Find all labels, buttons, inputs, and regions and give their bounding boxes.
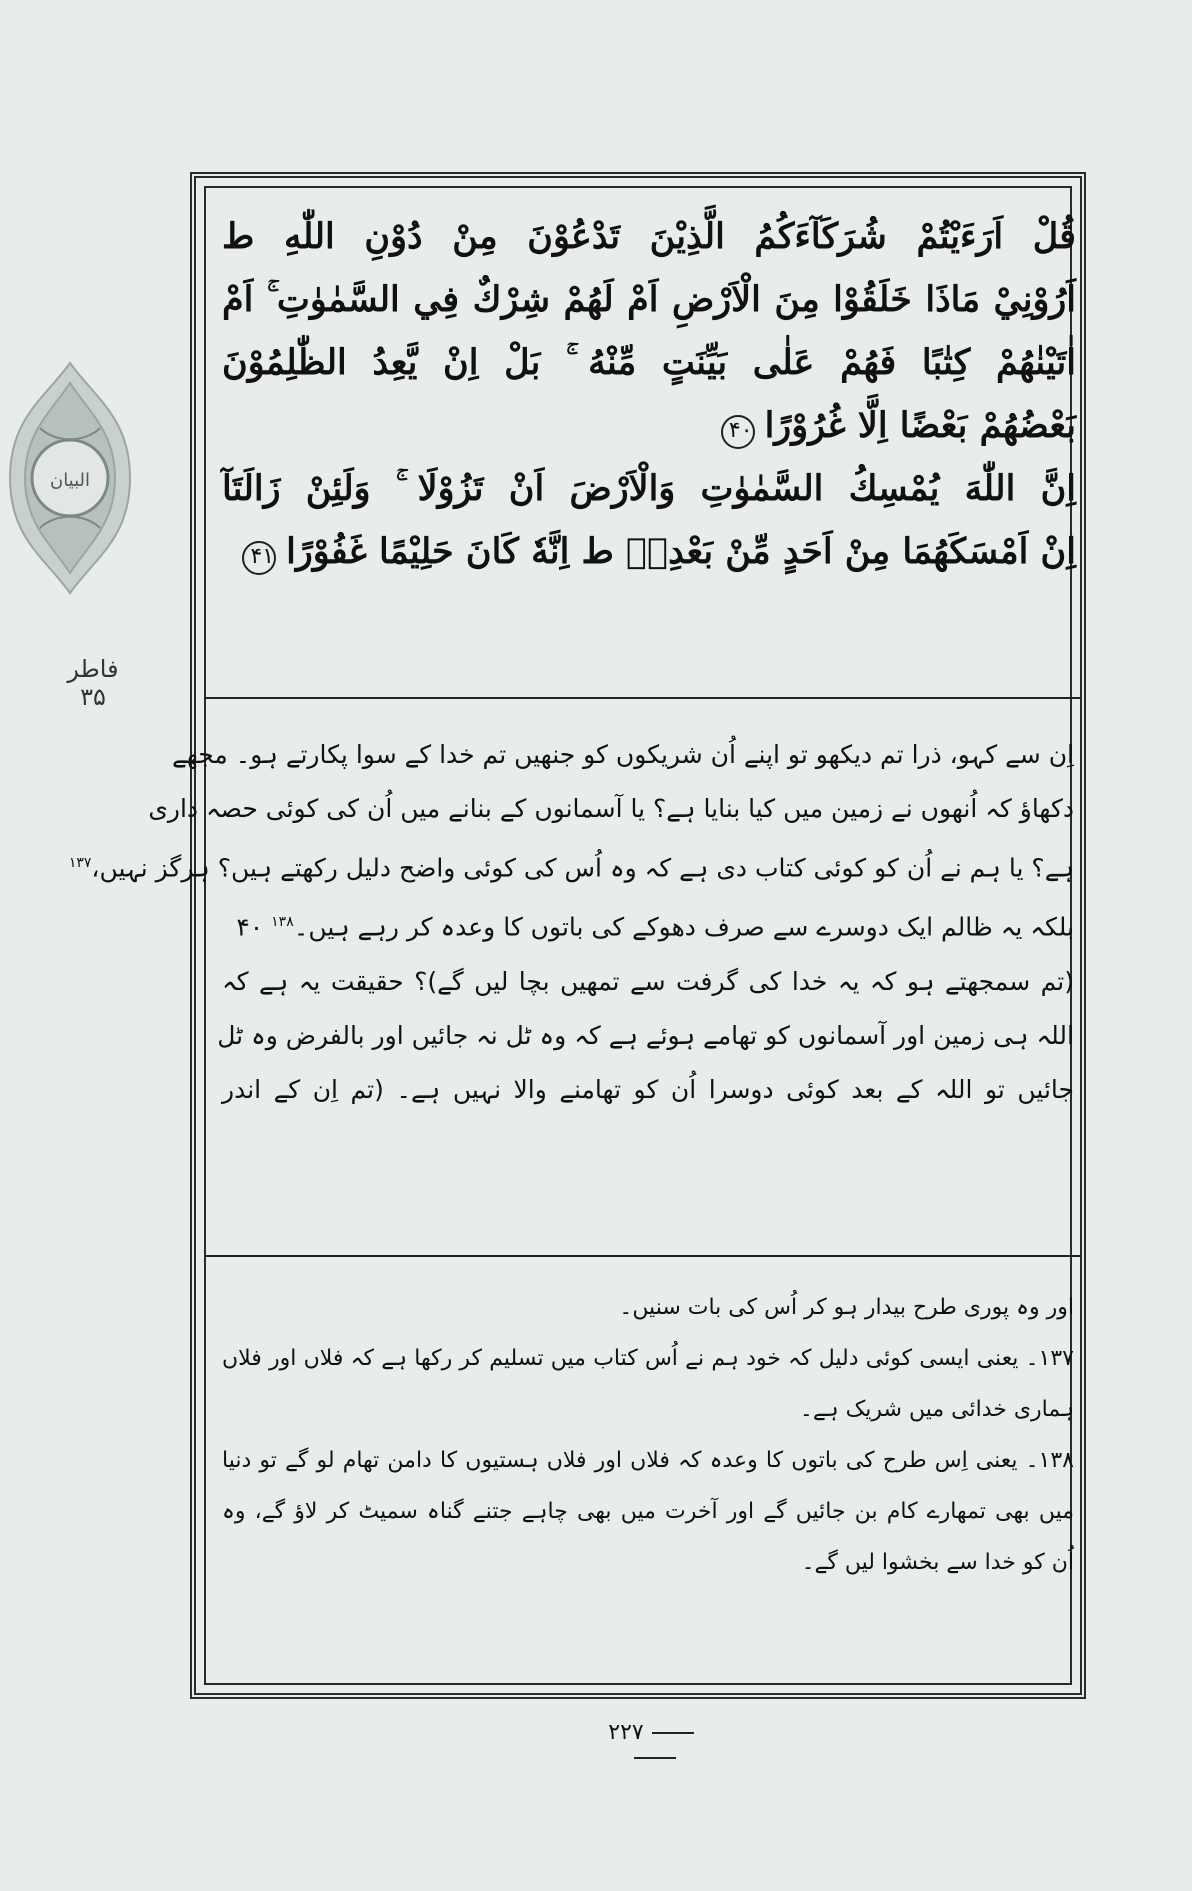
verse-line: قُلْ اَرَءَيْتُمْ شُرَكَآءَكُمُ الَّذِيْنَ تَدْعُوْنَ مِنْ دُوْنِ اللّٰهِ ط xyxy=(222,216,1076,257)
translation-line: اللہ ہی زمین اور آسمانوں کو تھامے ہوئے ہے کہ وہ ٹل نہ جائیں اور بالفرض وہ ٹل xyxy=(217,1020,1074,1050)
ayah-marker-41: ۴۱ xyxy=(242,541,276,575)
translation-line: ہے؟ یا ہم نے اُن کو کوئی کتاب دی ہے کہ وہ اُس کی کوئی واضح دلیل رکھتے ہیں؟ ہرگز نہیں، xyxy=(91,853,1074,883)
note-ref-138: ۱۳۸ xyxy=(271,914,294,931)
arabic-verses xyxy=(222,205,1076,583)
note-ref-137: ۱۳۷ xyxy=(68,855,92,871)
urdu-translation xyxy=(68,728,1074,1117)
verse-line-end-40 xyxy=(222,394,1076,457)
verse-number-40: ۴۰ xyxy=(236,912,264,942)
footnote-line: اُن کو خدا سے بخشوا لیں گے۔ xyxy=(801,1550,1074,1575)
surah-number: ۳۵ xyxy=(80,683,106,711)
verse-line: اٰتَيْنٰهُمْ كِتٰبًا فَهُمْ عَلٰى بَيِّنَتٍ مِّنْهُ ۚ بَلْ اِنْ يَّعِدُ الظّٰلِمُوْنَ xyxy=(222,342,1076,383)
margin-surah-label xyxy=(48,655,138,711)
translation-line-with-note xyxy=(68,836,1074,895)
footnote-line: اور وہ پوری طرح بیدار ہو کر اُس کی بات سنیں۔ xyxy=(619,1295,1074,1320)
translation-line: جائیں تو اللہ کے بعد کوئی دوسرا اُن کو تھامنے والا نہیں ہے۔ (تم اِن کے اندر xyxy=(222,1074,1074,1104)
translation-line: اِن سے کہو، ذرا تم دیکھو تو اپنے اُن شریکوں کو جنھیں تم خدا کے سوا پکارتے ہو۔ مجھے xyxy=(172,740,1074,769)
verse-line-end-41 xyxy=(222,520,1076,583)
verse-line: اِنَّ اللّٰهَ يُمْسِكُ السَّمٰوٰتِ وَالْاَرْضَ اَنْ تَزُوْلَا ۚ وَلَئِنْ زَالَتَآ xyxy=(222,468,1076,509)
translation-line: (تم سمجھتے ہو کہ یہ خدا کی گرفت سے تمھیں بچا لیں گے)؟ حقیقت یہ ہے کہ xyxy=(222,966,1074,996)
page-number-value: ۲۲۷ xyxy=(608,1720,644,1745)
footnote-line: ہماری خدائی میں شریک ہے۔ xyxy=(799,1397,1074,1422)
verse-line: اَرُوْنِيْ مَاذَا خَلَقُوْا مِنَ الْاَرْضِ اَمْ لَهُمْ شِرْكٌ فِي السَّمٰوٰتِ ۚ اَمْ xyxy=(222,279,1076,320)
translation-line: دکھاؤ کہ اُنھوں نے زمین میں کیا بنایا ہے؟ یا آسمانوں کے بنانے میں اُن کی کوئی حصہ داری xyxy=(148,794,1074,823)
divider-top xyxy=(205,697,1081,699)
surah-name: فاطر xyxy=(67,655,119,683)
translation-line: بلکہ یہ ظالم ایک دوسرے سے صرف دھوکے کی باتوں کا وعدہ کر رہے ہیں۔ xyxy=(293,912,1074,942)
footnotes xyxy=(222,1282,1074,1588)
ayah-marker-40: ۴۰ xyxy=(721,415,755,449)
translation-line-with-note xyxy=(222,895,1074,954)
footnote-137: ۱۳۷۔ یعنی ایسی کوئی دلیل کہ خود ہم نے اُس کتاب میں تسلیم کر رکھا ہے کہ فلاں اور فلاں xyxy=(222,1346,1074,1371)
footnote-138: ۱۳۸۔ یعنی اِس طرح کی باتوں کا وعدہ کہ فلاں اور فلاں ہستیوں کا دامن تھام لو گے تو دنیا xyxy=(222,1448,1074,1473)
verse-line: اِنْ اَمْسَكَهُمَا مِنْ اَحَدٍ مِّنْ بَعْدِهٖ ط اِنَّهٗ كَانَ حَلِيْمًا غَفُوْرًا xyxy=(286,531,1076,572)
page-number-dash xyxy=(634,1757,676,1759)
divider-bottom xyxy=(205,1255,1081,1257)
verse-line: بَعْضُهُمْ بَعْضًا اِلَّا غُرُوْرًا xyxy=(764,405,1076,446)
footnote-line: میں بھی تمھارے کام بن جائیں گے اور آخرت میں بھی چاہے جتنے گناہ سمیٹ کر لاؤ گے، وہ xyxy=(222,1499,1074,1524)
margin-ornament-label: البیان xyxy=(49,470,91,491)
page-number xyxy=(580,1720,730,1770)
margin-ornament xyxy=(0,358,140,598)
page-number-dash xyxy=(652,1732,694,1734)
